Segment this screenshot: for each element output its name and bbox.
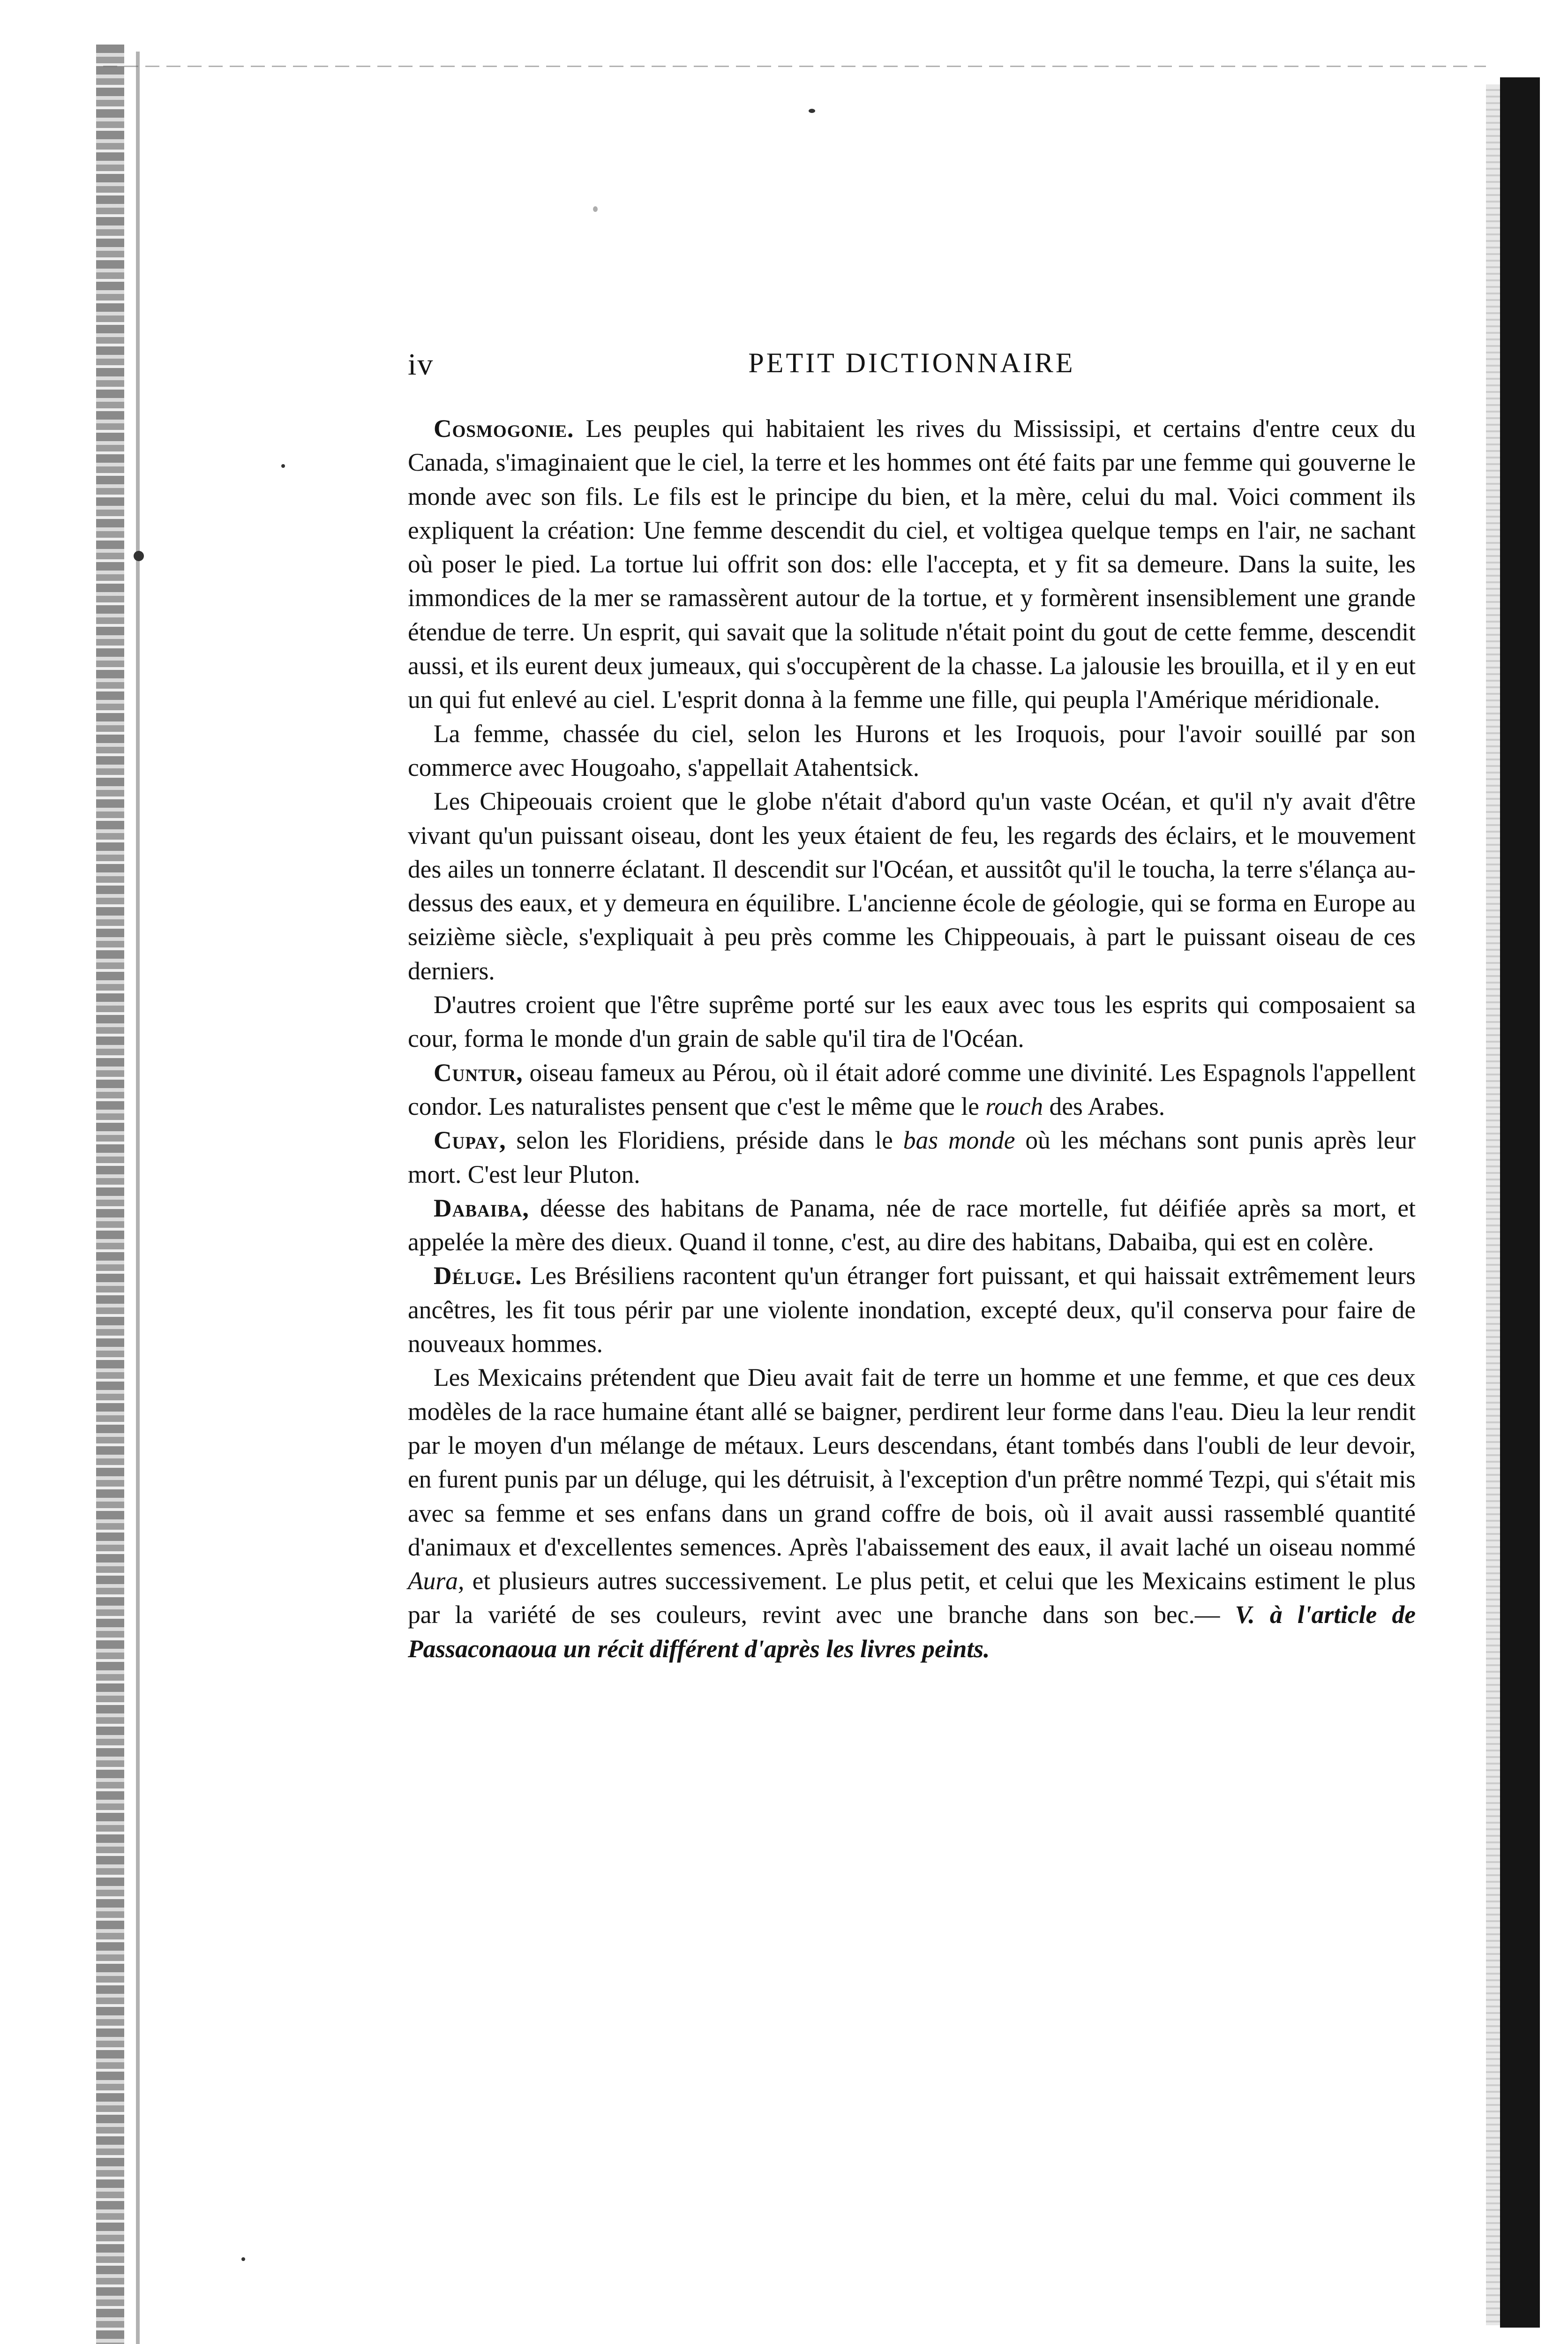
- entry-head: Déluge.: [434, 1262, 522, 1290]
- entry-text: déesse des habitans de Panama, née de race mortelle, fut déifiée après sa mort, et appelée la mère des dieux. Quand il tonne, c'est, au dire des habitans, Dabaiba, qui est en colère.: [408, 1194, 1416, 1256]
- entry-text: Les peuples qui habitaient les rives du Mississipi, et certains d'entre ceux du Canada, s'imaginaient que le ciel, la terre et les hommes ont été faits par une femme qui gouverne le monde avec son fils. Le fils est le principe du bien, et la mère, celui du mal. Voici comment ils expliquent la création: Une femme descendit du ciel, et voltigea quelque temps en l'air, ne sachant où poser le pied. La tortue lui offrit son dos: elle l'accepta, et y fit sa demeure. Dans la suite, les immondices de la mer se ramassèrent autour de la tortue, et y formèrent insensiblement une grande étendue de terre. Un esprit, qui savait que la solitude n'était point du gout de cette femme, descendit aussi, et ils eurent deux jumeaux, qui s'occupèrent de la chasse. La jalousie les brouilla, et il y en eut un qui fut enlevé au ciel. L'esprit donna à la femme une fille, qui peupla l'Amérique méridionale.: [408, 414, 1416, 714]
- entry-text: Les Brésiliens racontent qu'un étranger fort puissant, et qui haissait extrêmement leurs ancêtres, les fit tous périr par une violente inondation, excepté deux, qu'il conserva pour faire de nouveaux hommes.: [408, 1262, 1416, 1358]
- scan-top-rule: [103, 66, 1486, 67]
- scan-right-edge: [1500, 77, 1540, 2328]
- entry-text: des Arabes.: [1043, 1092, 1165, 1120]
- entry-cupay: [408, 1123, 1416, 1191]
- page-header: [408, 347, 1416, 389]
- entry-deluge: [408, 1259, 1416, 1360]
- entry-italic: bas monde: [903, 1126, 1015, 1155]
- entry-head: Cuntur,: [434, 1058, 523, 1087]
- entry-text: où les méchans sont punis après leur mort. C'est leur Pluton.: [408, 1126, 1416, 1188]
- page-number: iv: [408, 347, 434, 382]
- scan-speck: [809, 109, 815, 113]
- paragraph-text: Les Mexicains prétendent que Dieu avait fait de terre un homme et une femme, et que ces deux modèles de la race humaine étant allé se baigner, perdirent leur forme dans l'eau. Dieu la leur rendit par le moyen d'un mélange de métaux. Leurs descendans, étant tombés dans l'oubli de leur devoir, en furent punis par un déluge, qui les détruisit, à l'exception d'un prêtre nommé Tezpi, qui s'était mis avec sa femme et ses enfans dans un grand coffre de bois, où il avait aussi rassemblé quantité d'animaux et d'excellentes semences. Après l'abaissement des eaux, il avait laché un oiseau nommé: [408, 1363, 1416, 1561]
- paragraph-text: D'autres croient que l'être suprême porté sur les eaux avec tous les esprits qui composaient sa cour, forma le monde d'un grain de sable qu'il tira de l'Océan.: [408, 991, 1416, 1053]
- scan-speck: [134, 551, 144, 561]
- scan-speck: [241, 2257, 245, 2261]
- paragraph: [408, 1360, 1416, 1666]
- paragraph-text: Les Chipeouais croient que le globe n'était d'abord qu'un vaste Océan, et qu'il n'y avait d'être vivant qu'un puissant oiseau, dont les yeux étaient de feu, les regards des éclairs, et le mouvement des ailes un tonnerre éclatant. Il descendit sur l'Océan, et aussitôt qu'il le toucha, la terre s'élança au-dessus des eaux, et y demeura en équilibre. L'ancienne école de géologie, qui se forma en Europe au seizième siècle, s'expliquait à peu près comme les Chippeouais, à part le puissant oiseau de ces derniers.: [408, 787, 1416, 985]
- scan-right-shadow: [1486, 84, 1500, 2325]
- entry-italic: Aura,: [408, 1567, 465, 1595]
- entry-text: selon les Floridiens, préside dans le: [506, 1126, 903, 1155]
- entry-italic: rouch: [985, 1092, 1043, 1120]
- scan-speck: [593, 206, 598, 212]
- paragraph: [408, 717, 1416, 785]
- paragraph: [408, 784, 1416, 988]
- scan-left-line: [136, 52, 140, 2344]
- paragraph-text: La femme, chassée du ciel, selon les Hurons et les Iroquois, pour l'avoir souillé par son commerce avec Hougoaho, s'appellait Atahentsick.: [408, 719, 1416, 781]
- cross-reference: V. à l'article de Passaconaoua un récit différent d'après les livres peints.: [408, 1600, 1416, 1663]
- entry-head: Cupay,: [434, 1126, 506, 1155]
- entry-dabaiba: [408, 1191, 1416, 1259]
- entry-head: Dabaiba,: [434, 1194, 529, 1222]
- entry-cosmogonie: [408, 412, 1416, 717]
- scan-left-edge: [96, 45, 124, 2344]
- running-head: PETIT DICTIONNAIRE: [748, 347, 1075, 378]
- entry-text: oiseau fameux au Pérou, où il était adoré comme une divinité. Les Espagnols l'appellent condor. Les naturalistes pensent que c'est le même que le: [408, 1058, 1416, 1120]
- entry-cuntur: [408, 1056, 1416, 1124]
- entry-head: Cosmogonie.: [434, 414, 574, 443]
- body-text: [408, 412, 1416, 1666]
- paragraph-text: et plusieurs autres successivement. Le plus petit, et celui que les Mexicains estiment le plus par la variété de ses couleurs, revint avec une branche dans son bec.—: [408, 1567, 1416, 1629]
- paragraph: [408, 988, 1416, 1056]
- scan-speck: [281, 464, 285, 468]
